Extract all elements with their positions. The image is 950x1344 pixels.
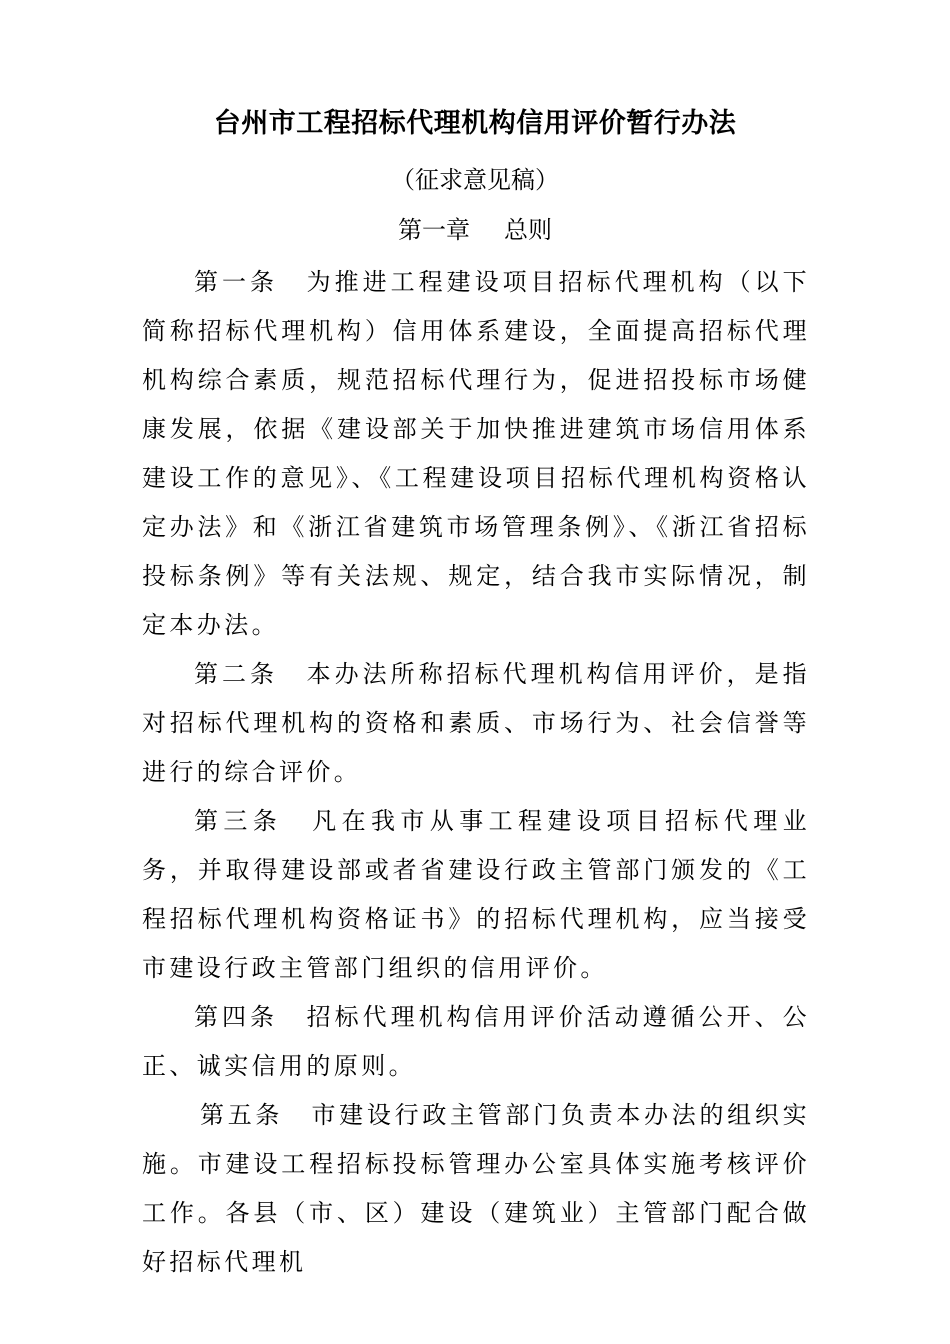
article-label: 第五条 [200, 1101, 284, 1129]
article-text: 市建设行政主管部门负责本办法的组织实施。市建设工程招标投标管理办公室具体实施考核评价工作。各县（市、区）建设（建筑业）主管部门配合做好招标代理机 [142, 1101, 811, 1276]
chapter-number: 第一章 [398, 216, 470, 244]
article-text: 为推进工程建设项目招标代理机构（以下简称招标代理机构）信用体系建设，全面提高招标代理机构综合素质，规范招标代理行为，促进招投标市场健康发展，依据《建设部关于加快推进建筑市场信用体系建设工作的意见》、《工程建设项目招标代理机构资格认定办法》和《浙江省建筑市场管理条例》、《浙江省招标投标条例》等有关法规、规定，结合我市实际情况，制定本办法。 [142, 268, 810, 639]
article-label: 第一条 [194, 268, 278, 296]
document-subtitle: （征求意见稿） [391, 166, 559, 194]
article-text: 本办法所称招标代理机构信用评价，是指对招标代理机构的资格和素质、市场行为、社会信誉等进行的综合评价。 [142, 660, 810, 786]
article-1 [142, 258, 810, 650]
document-title: 台州市工程招标代理机构信用评价暂行办法 [213, 108, 737, 139]
article-label: 第四条 [194, 1003, 278, 1031]
article-label: 第三条 [194, 807, 283, 835]
article-4 [142, 993, 810, 1091]
chapter-name: 总则 [504, 216, 552, 244]
article-3 [142, 797, 810, 993]
article-text: 凡在我市从事工程建设项目招标代理业务，并取得建设部或者省建设行政主管部门颁发的《工程招标代理机构资格证书》的招标代理机构，应当接受市建设行政主管部门组织的信用评价。 [142, 807, 810, 982]
document-body [142, 258, 810, 1287]
chapter-heading [0, 210, 950, 250]
article-text: 招标代理机构信用评价活动遵循公开、公正、诚实信用的原则。 [142, 1003, 810, 1080]
article-2 [142, 650, 810, 797]
article-5 [142, 1091, 810, 1287]
article-label: 第二条 [194, 660, 278, 688]
